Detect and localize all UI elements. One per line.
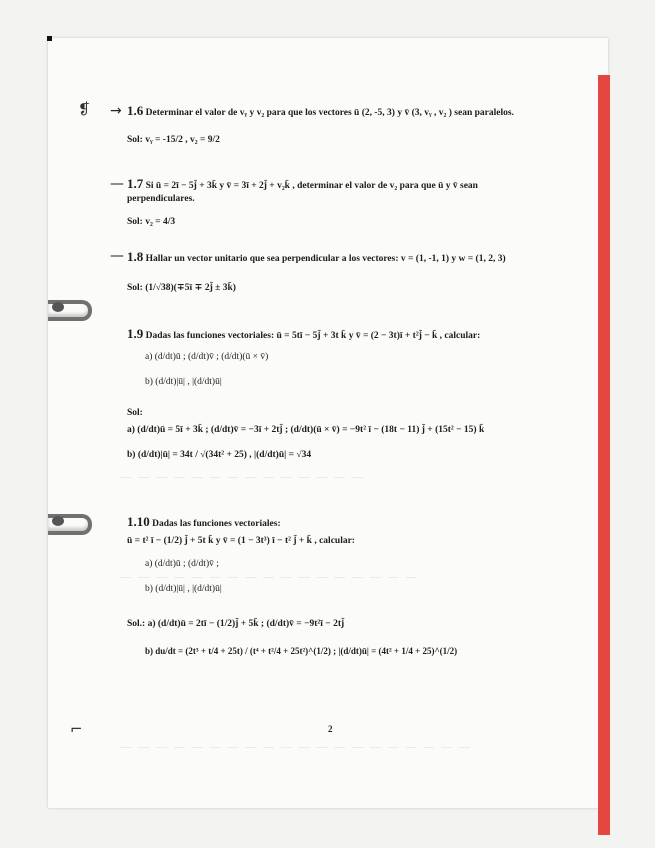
problem-statement [127,327,547,343]
vector-functions: ū = t² ī − (1/2) j̄ + 5t k̄ y v̄ = (1 − 3t³) ī − t² j̄ + k̄ , calcular: [127,536,355,546]
solution: Sol: vᵧ = -15/2 , v₂ = 9/2 [127,135,220,145]
statement-text: Si ū = 2ī − 5j̄ + 3k̄ y v̄ = 3ī + 2j̄ + v₂k̄ , determinar el valor de v₂ para que ū y v̄ sean perpendiculares. [127,181,478,204]
part-a: a) (d/dt)ū ; (d/dt)v̄ ; [145,559,219,569]
problem-number: 1.10 [127,514,150,529]
page-number: 2 [328,724,333,734]
handwritten-dash: — [110,248,124,264]
solution-a: a) (d/dt)ū = 5ī + 3k̄ ; (d/dt)v̄ = −3ī + 2tj̄ ; (d/dt)(ū × v̄) = −9t² ī − (18t − 11) j̄ + (15t² − 15) k̄ [127,425,485,435]
bleed-through-text: — — — — — — — — — — — — — — — — — [120,570,419,584]
problem-1-8 [127,250,547,295]
solution-a: Sol.: a) (d/dt)ū = 2tī − (1/2)j̄ + 5k̄ ; (d/dt)v̄ = −9t²ī − 2tj̄ [127,619,345,629]
problem-statement [127,104,547,120]
handwritten-dash: — [110,176,124,192]
problem-statement [127,250,547,266]
problem-number: 1.6 [127,103,144,118]
statement-text: Dadas las funciones vectoriales: ū = 5tī − 5j̄ + 3t k̄ y v̄ = (2 − 3t)ī + t²j̄ − k̄ , calcular: [143,331,481,341]
handwritten-arrow: → [110,103,122,119]
part-b: b) (d/dt)|ū| , |(d/dt)ū| [145,584,222,594]
punch-hole [52,302,64,312]
statement-text: Dadas las funciones vectoriales: [149,519,281,529]
problem-number: 1.9 [127,326,144,341]
problem-1-7 [127,177,547,229]
problem-1-9 [127,327,547,462]
part-a: a) (d/dt)ū ; (d/dt)v̄ ; (d/dt)(ū × v̄) [145,352,269,362]
handwritten-mark-bottom: ⌐ [70,720,83,738]
problem-number: 1.7 [127,176,144,191]
problem-statement [127,515,547,531]
bleed-through-text: — — — — — — — — — — — — — — — — — — — — [120,740,472,754]
red-divider-tab [598,75,610,835]
problem-1-10 [127,515,547,658]
corner-mark [47,36,52,41]
problem-number: 1.8 [127,249,144,264]
statement-text: Determinar el valor de vᵧ y v₂ para que los vectores ū (2, -5, 3) y v̄ (3, vᵧ , v₂ ) sean paralelos. [143,108,514,118]
statement-text: Hallar un vector unitario que sea perpendicular a los vectores: v = (1, -1, 1) y w = (1, 2, 3) [143,254,506,264]
solution-b: b) du/dt = (2t³ + t/4 + 25t) / (t⁴ + t²/4 + 25t²)^(1/2) ; |(d/dt)ū| = (4t² + 1/4 + 25)^(1/2) [145,646,458,656]
solution: Sol: (1/√38)(∓5ī ∓ 2j̄ ± 3k̄) [127,283,236,293]
part-b: b) (d/dt)|ū| , |(d/dt)ū| [145,377,222,387]
bleed-through-text: — — — — — — — — — — — — — — [120,470,365,484]
solution-label: Sol: [127,408,143,418]
handwritten-mark-top: ❡ [78,100,91,118]
problem-statement [127,177,547,206]
problem-1-6 [127,104,547,147]
solution: Sol: v₂ = 4/3 [127,217,176,227]
solution-b: b) (d/dt)|ū| = 34t / √(34t² + 25) , |(d/dt)ū| = √34 [127,450,312,460]
punch-hole [52,516,64,526]
